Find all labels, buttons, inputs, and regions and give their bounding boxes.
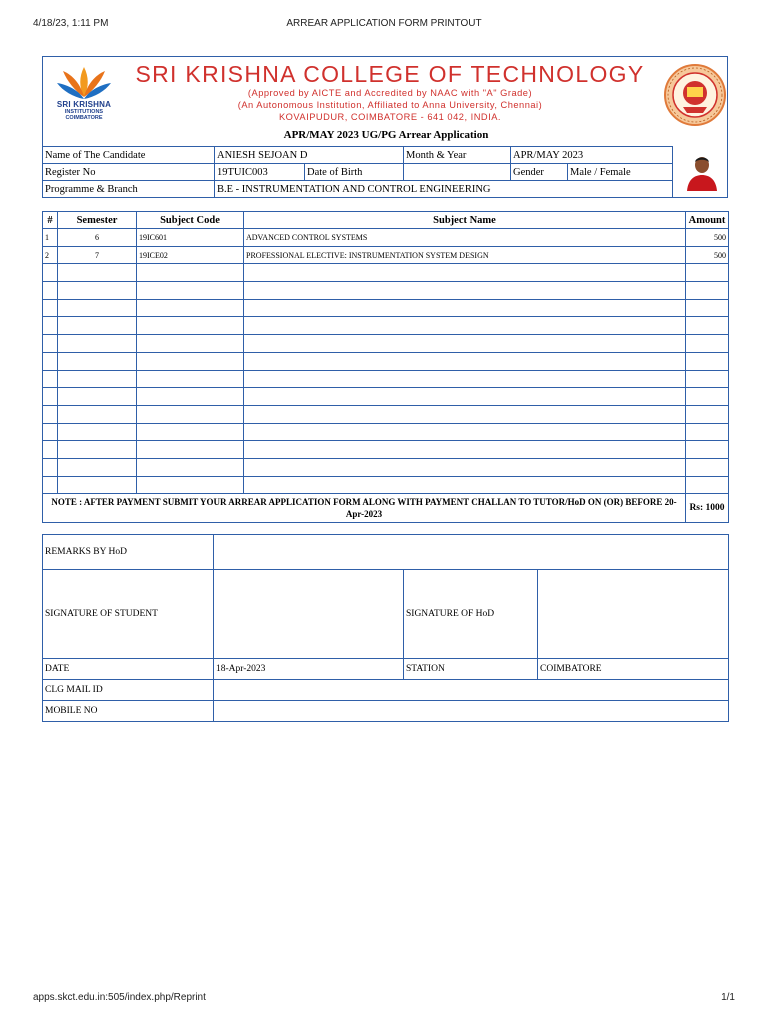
subjects-table xyxy=(42,211,729,523)
col-code: Subject Code xyxy=(137,212,244,229)
remarks-label: REMARKS BY HoD xyxy=(43,535,214,570)
table-row xyxy=(43,423,729,441)
table-row xyxy=(43,317,729,335)
programme-value: B.E - INSTRUMENTATION AND CONTROL ENGINEERING xyxy=(215,181,673,198)
print-datetime: 4/18/23, 1:11 PM xyxy=(33,18,109,29)
subjects-header-row xyxy=(43,212,729,229)
college-address: KOVAIPUDUR, COIMBATORE - 641 042, INDIA. xyxy=(278,112,501,122)
remarks-value xyxy=(214,535,729,570)
college-name: SRI KRISHNA COLLEGE OF TECHNOLOGY xyxy=(135,61,645,87)
table-row xyxy=(43,476,729,494)
logo-subtext: INSTITUTIONS COIMBATORE xyxy=(64,109,104,121)
college-affiliation: (An Autonomous Institution, Affiliated to Anna University, Chennai) xyxy=(237,100,543,110)
remarks-table xyxy=(42,534,729,722)
signature-student-label: SIGNATURE OF STUDENT xyxy=(43,570,214,659)
table-row: 1 6 19IC601 ADVANCED CONTROL SYSTEMS 500 xyxy=(43,229,729,247)
programme-label: Programme & Branch xyxy=(43,181,215,198)
mobile-label: MOBILE NO xyxy=(43,701,214,722)
payment-note: NOTE : AFTER PAYMENT SUBMIT YOUR ARREAR APPLICATION FORM ALONG WITH PAYMENT CHALLAN TO TUTOR/HoD ON (OR) BEFORE 20-Apr-2023 xyxy=(43,494,686,523)
print-url: apps.skct.edu.in:505/index.php/Reprint xyxy=(33,992,206,1003)
gender-value: Male / Female xyxy=(568,164,673,181)
student-photo-icon xyxy=(681,153,723,191)
mobile-value xyxy=(214,701,729,722)
table-row xyxy=(43,299,729,317)
logo-text: SRI KRISHNA xyxy=(56,100,112,109)
signature-hod-value xyxy=(538,570,729,659)
table-row: 2 7 19ICE02 PROFESSIONAL ELECTIVE: INSTRUMENTATION SYSTEM DESIGN 500 xyxy=(43,246,729,264)
gender-label: Gender xyxy=(511,164,568,181)
candidate-info-table xyxy=(42,146,673,198)
month-year-label: Month & Year xyxy=(404,147,511,164)
table-row xyxy=(43,458,729,476)
table-row xyxy=(43,282,729,300)
table-row xyxy=(43,441,729,459)
station-value: COIMBATORE xyxy=(538,659,729,680)
clg-mail-value xyxy=(214,680,729,701)
table-row xyxy=(43,388,729,406)
print-page-number: 1/1 xyxy=(721,992,735,1003)
register-label: Register No xyxy=(43,164,215,181)
col-amount: Amount xyxy=(686,212,729,229)
table-row xyxy=(43,405,729,423)
form-title: APR/MAY 2023 UG/PG Arrear Application xyxy=(283,129,489,141)
date-value: 18-Apr-2023 xyxy=(214,659,404,680)
date-label: DATE xyxy=(43,659,214,680)
college-seal-icon xyxy=(663,63,727,127)
table-row xyxy=(43,370,729,388)
name-value: ANIESH SEJOAN D xyxy=(215,147,404,164)
dob-value xyxy=(404,164,511,181)
note-row xyxy=(43,494,729,523)
name-label: Name of The Candidate xyxy=(43,147,215,164)
register-value: 19TUIC003 xyxy=(215,164,305,181)
station-label: STATION xyxy=(404,659,538,680)
table-row xyxy=(43,352,729,370)
dob-label: Date of Birth xyxy=(305,164,404,181)
table-row xyxy=(43,264,729,282)
clg-mail-label: CLG MAIL ID xyxy=(43,680,214,701)
print-header xyxy=(0,18,768,32)
total-amount: Rs: 1000 xyxy=(686,494,729,523)
month-year-value: APR/MAY 2023 xyxy=(511,147,673,164)
print-footer xyxy=(0,992,768,1006)
college-header xyxy=(42,56,728,198)
col-name: Subject Name xyxy=(244,212,686,229)
table-row xyxy=(43,335,729,353)
college-approval: (Approved by AICTE and Accredited by NAAC with "A" Grade) xyxy=(247,88,533,98)
col-num: # xyxy=(43,212,58,229)
signature-hod-label: SIGNATURE OF HoD xyxy=(404,570,538,659)
print-page-title: ARREAR APPLICATION FORM PRINTOUT xyxy=(286,18,482,29)
col-semester: Semester xyxy=(58,212,137,229)
signature-student-value xyxy=(214,570,404,659)
